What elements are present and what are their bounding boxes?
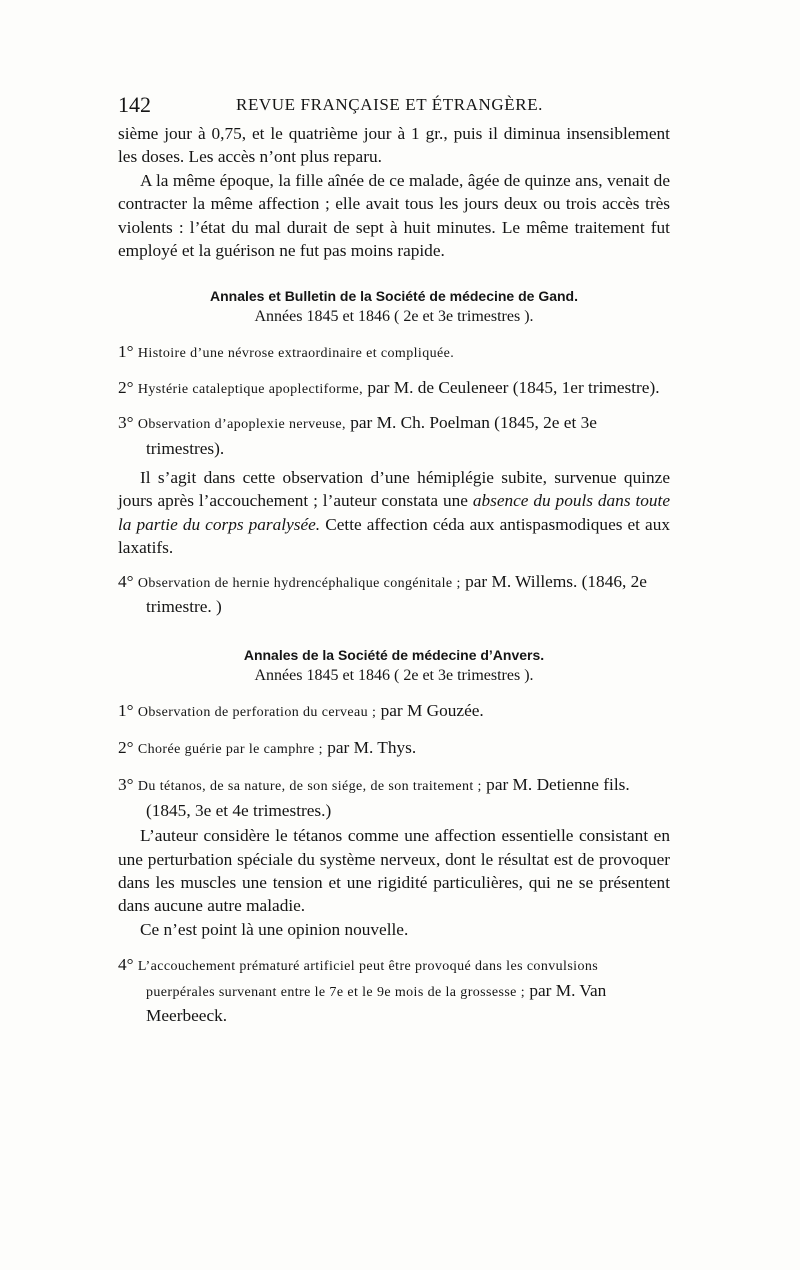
item-author: par M. Van Meerbeeck. bbox=[146, 980, 607, 1025]
list-item bbox=[118, 376, 670, 401]
item-title: Chorée guérie par le camphre ; bbox=[137, 741, 323, 757]
item-author: par M. Ch. Poelman (1845, 2e et 3e trimestres). bbox=[146, 413, 597, 458]
list-item bbox=[118, 570, 670, 619]
section-heading-anvers bbox=[118, 645, 670, 687]
item-number: 1° bbox=[118, 700, 134, 720]
item-body-paragraph: L’auteur considère le tétanos comme une affection essentielle consistant en une perturbation spéciale du système nerveux, dont le résultat est de provoquer dans les muscles une tension et une rigidité particulières, qui ne se présentent dans aucune autre maladie. bbox=[118, 826, 670, 916]
running-title: REVUE FRANÇAISE ET ÉTRANGÈRE. bbox=[236, 95, 544, 114]
item-title: Histoire d’une névrose extraordinaire et compliquée. bbox=[137, 346, 455, 362]
item-number: 2° bbox=[118, 377, 134, 397]
body-text: Cette affection céda aux antispasmodiques et aux laxatifs. bbox=[118, 514, 670, 558]
item-number: 4° bbox=[118, 955, 134, 975]
item-author: par M. Detienne fils. (1845, 3e et 4e trimestres.) bbox=[146, 775, 630, 820]
list-item bbox=[118, 736, 670, 761]
section-heading-gand bbox=[118, 286, 670, 328]
item-number: 3° bbox=[118, 775, 134, 795]
item-title: L’accouchement prématuré artificiel peut être provoqué dans les convulsions puerpérales survenant entre le 7e et le 9e mois de la grossesse ; bbox=[137, 959, 599, 1000]
intro-paragraph-2: A la même époque, la fille aînée de ce malade, âgée de quinze ans, venait de contracter la même affection ; elle avait tous les jours deux ou trois accès très violents : l’état du mal durait de sept à huit minutes. Le même traitement fut employé et la guérison ne fut pas moins rapide. bbox=[118, 170, 670, 261]
item-number: 4° bbox=[118, 571, 134, 591]
page bbox=[118, 92, 670, 1027]
item-number: 3° bbox=[118, 413, 134, 433]
running-header bbox=[118, 92, 670, 122]
item-author: par M. Thys. bbox=[327, 737, 417, 757]
item-author: par M. Willems. (1846, 2e trimestre. ) bbox=[146, 571, 647, 617]
list-item bbox=[118, 411, 670, 460]
section-title: Annales et Bulletin de la Société de médecine de Gand. bbox=[210, 288, 578, 305]
section-title: Annales de la Société de médecine d’Anvers. bbox=[243, 646, 545, 663]
list-item bbox=[118, 699, 670, 724]
item-title: Hystérie cataleptique apoplectiforme, bbox=[137, 381, 363, 397]
section-subtitle: Années 1845 et 1846 ( 2e et 3e trimestres ). bbox=[254, 308, 534, 326]
list-item bbox=[118, 773, 670, 822]
list-item bbox=[118, 340, 670, 365]
item-body-paragraph: Ce n’est point là une opinion nouvelle. bbox=[140, 919, 409, 939]
item-title: Observation d’apoplexie nerveuse, bbox=[137, 417, 346, 433]
page-number: 142 bbox=[118, 92, 151, 117]
section-subtitle: Années 1845 et 1846 ( 2e et 3e trimestres ). bbox=[254, 666, 534, 684]
body-text: Il s’agit dans cette observation d’une hémiplégie subite, survenue quinze jours après l’accouchement ; l’auteur constata une bbox=[118, 468, 670, 511]
item-title: Observation de perforation du cerveau ; bbox=[137, 704, 377, 720]
item-title: Du tétanos, de sa nature, de son siége, de son traitement ; bbox=[137, 779, 482, 795]
item-number: 2° bbox=[118, 737, 134, 757]
item-title: Observation de hernie hydrencéphalique congénitale ; bbox=[137, 575, 461, 591]
item-body-paragraph bbox=[118, 466, 670, 560]
emphasized-text: absence du pouls dans toute la partie du corps paralysée. bbox=[118, 491, 670, 534]
item-author: par M Gouzée. bbox=[380, 700, 484, 720]
item-number: 1° bbox=[118, 342, 134, 362]
item-author: par M. de Ceuleneer (1845, 1er trimestre). bbox=[367, 377, 660, 397]
list-item bbox=[118, 953, 670, 1027]
intro-paragraph-1: sième jour à 0,75, et le quatrième jour à 1 gr., puis il diminua insensiblement les doses. Les accès n’ont plus reparu. bbox=[118, 124, 670, 167]
